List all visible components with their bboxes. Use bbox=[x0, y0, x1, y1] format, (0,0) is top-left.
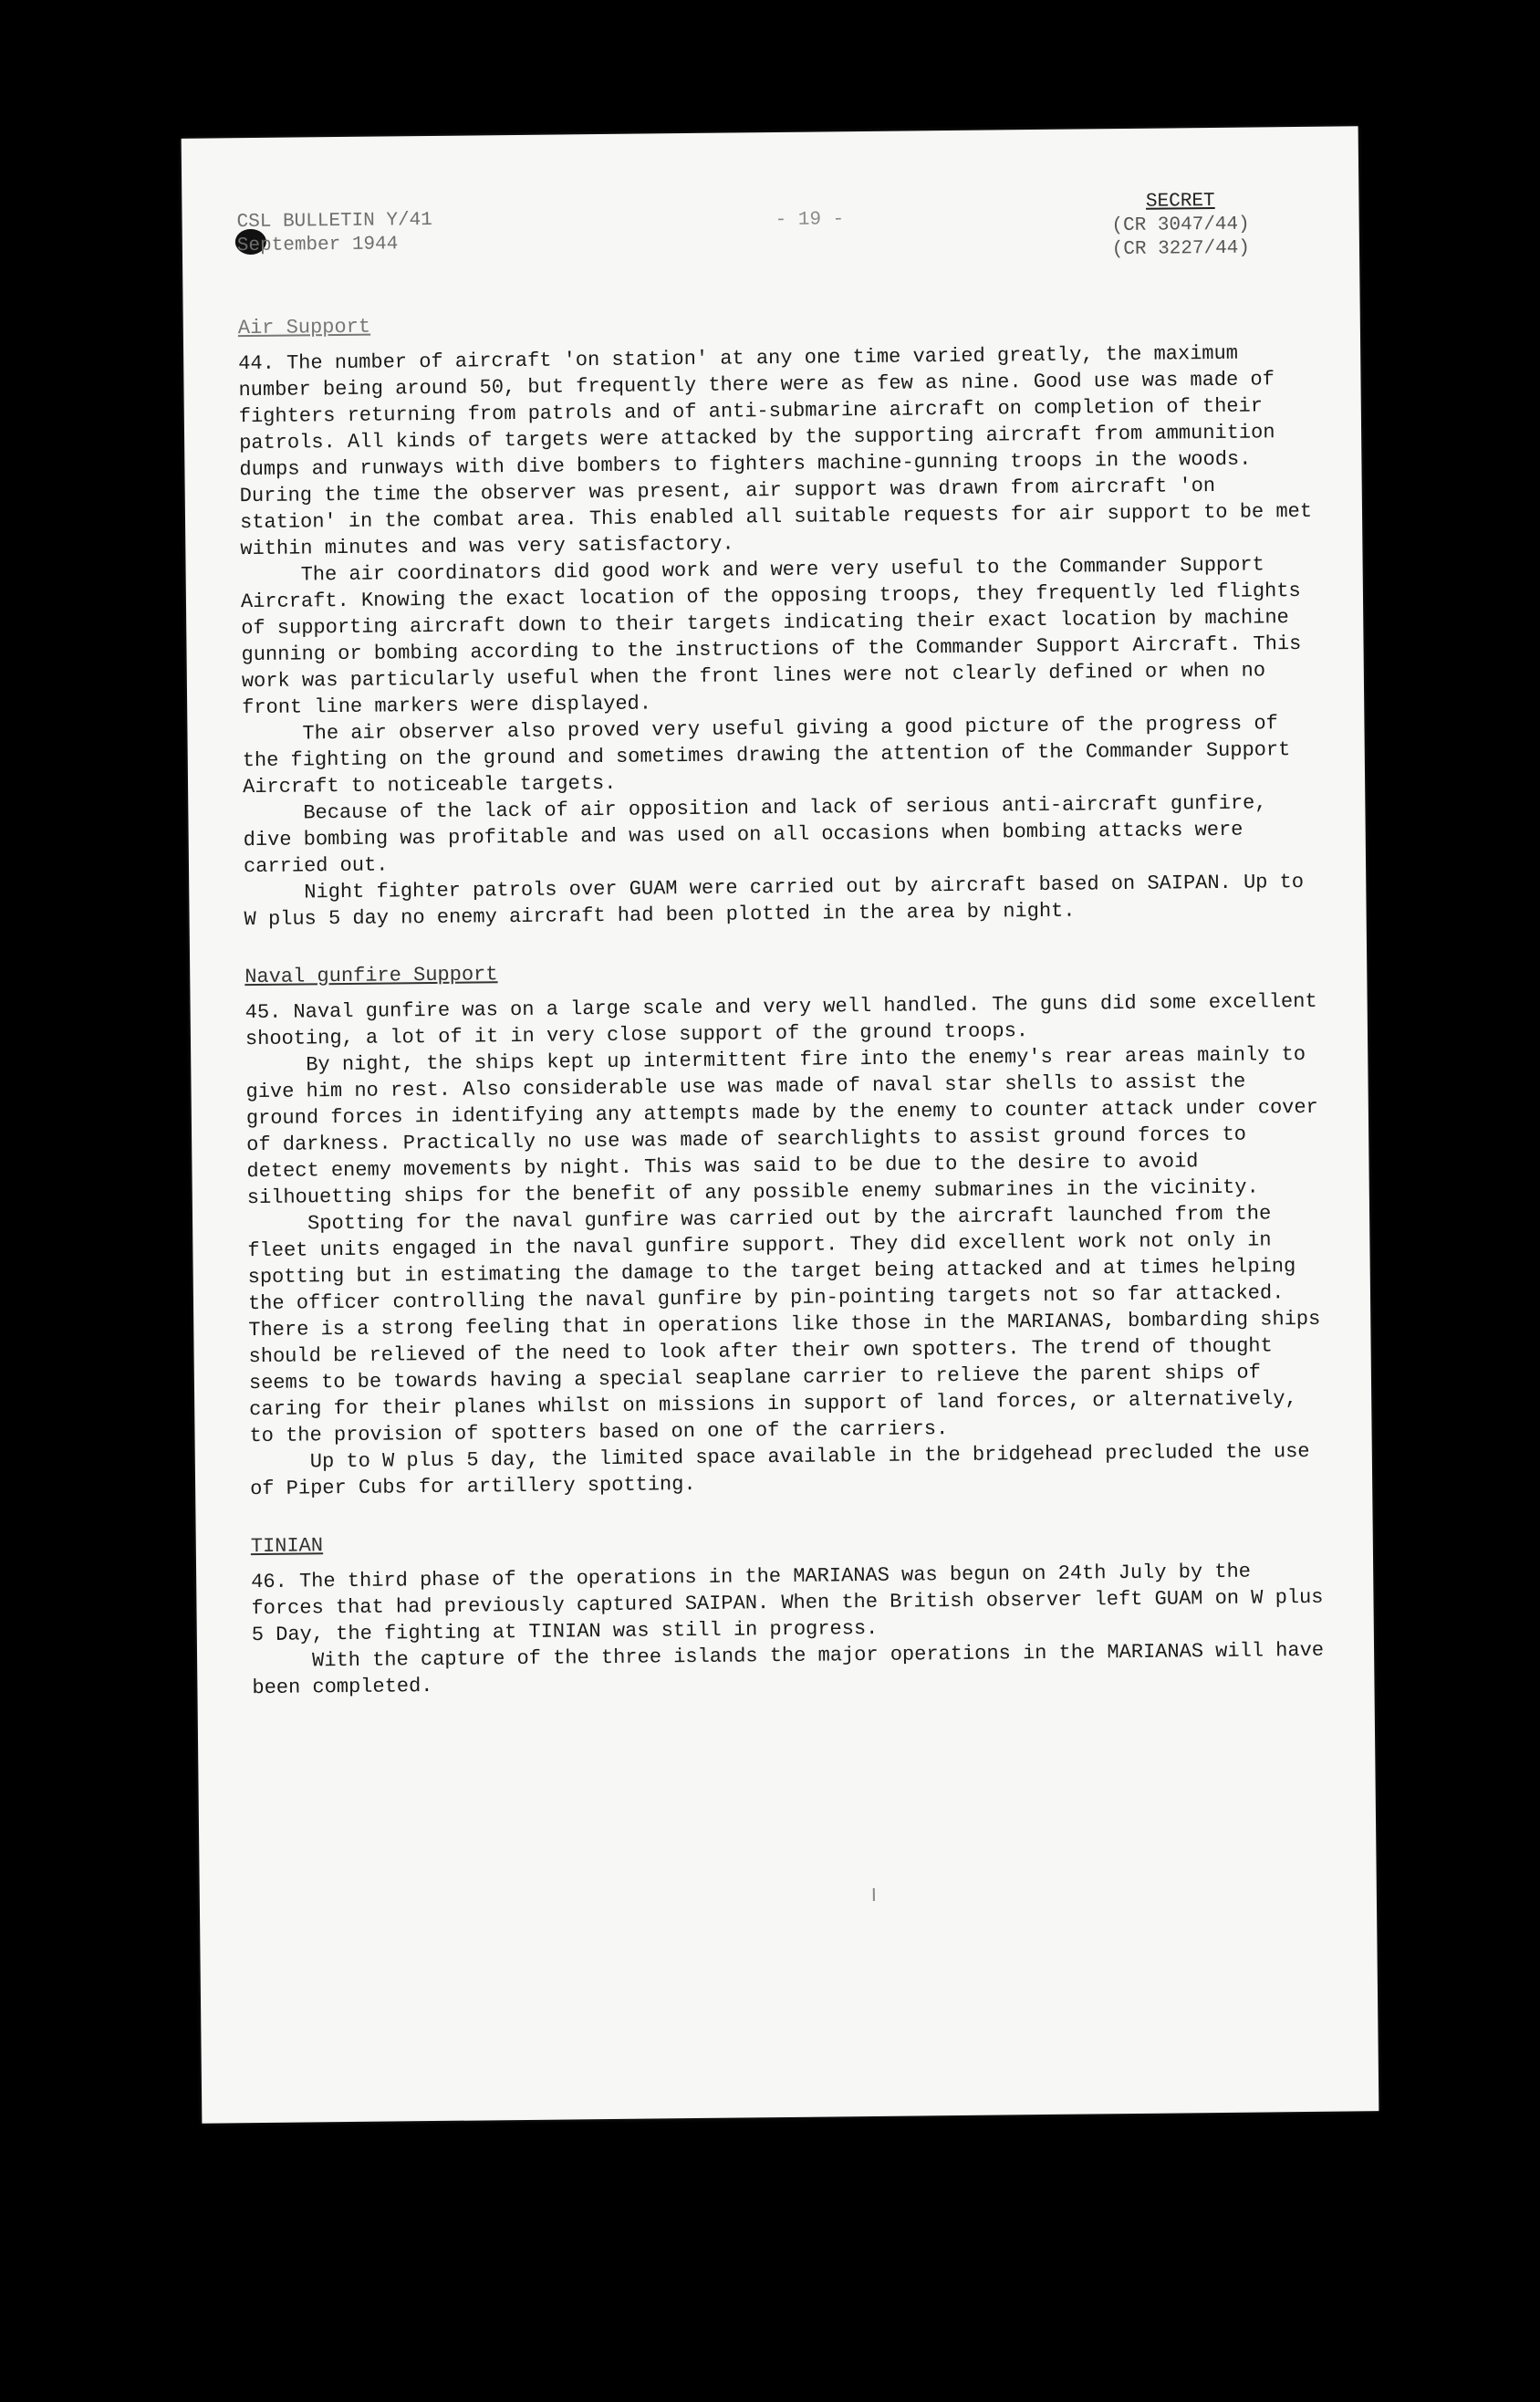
tinian-heading: TINIAN bbox=[250, 1534, 324, 1559]
bulletin-date: September 1944 bbox=[236, 234, 399, 257]
paragraph-45: 45. Naval gunfire was on a large scale and very well handled. The guns did some excellent shooting, a lot of it in very close support of the ground troops. bbox=[245, 989, 1317, 1051]
paragraph-46: 46. The third phase of the operations in the MARIANAS was begun on 24th July by the forces that had previously captured SAIPAN. When the British observer left GUAM on W plus 5 Day, the fighting at TINIAN was still in progress. bbox=[251, 1560, 1324, 1647]
paragraph-conclusion: With the capture of the three islands the major operations in the MARIANAS will have been completed. bbox=[252, 1638, 1325, 1700]
pencil-mark bbox=[873, 1888, 875, 1901]
document-body bbox=[236, 190, 1328, 1732]
paragraph-night-fire: By night, the ships kept up intermittent fire into the enemy's rear areas mainly to give him no rest. Also considerable use was made of naval star shells to assist the ground forces in identifying any attempts made by the enemy to counter attack under cover of darkness. Practically no use was made of searchlights to assist ground forces to detect enemy movements by night. This was said to be due to the desire to avoid silhouetting ships for the benefit of any possible enemy submarines in the vicinity. bbox=[245, 1042, 1318, 1210]
paragraph-44: 44. The number of aircraft 'on station' at any one time varied greatly, the maximum number being around 50, but frequently there were as few as nine. Good use was made of fighters returning from patrols and of anti-submarine aircraft on completion of their patrols. All kinds of targets were attacked by the supporting aircraft from ammunition dumps and runways with dive bombers to fighters machine-gunning troops in the woods. During the time the observer was present, air support was drawn from aircraft 'on station' in the combat area. This enabled all suitable requests for air support to be met within minutes and was very satisfactory. bbox=[238, 341, 1313, 561]
air-support-heading: Air Support bbox=[237, 315, 371, 340]
reference-number-2: (CR 3227/44) bbox=[1111, 237, 1251, 261]
bulletin-reference bbox=[236, 209, 432, 258]
tinian-section bbox=[251, 1522, 1329, 1701]
paragraph-air-coordinators: The air coordinators did good work and were very useful to the Commander Support Aircraft. Knowing the exact location of the opposing troops, they frequently led flights of supporting aircraft down to their targets indicating their exact location by machine gunning or bombing according to the instructions of the Commander Support Aircraft. This work was particularly useful when the front lines were not clearly defined or when no front line markers were displayed. bbox=[240, 553, 1302, 720]
document-page bbox=[182, 126, 1379, 2123]
paragraph-night-fighters: Night fighter patrols over GUAM were carried out by aircraft based on SAIPAN. Up to W plus 5 day no enemy aircraft had been plotted in the area by night. bbox=[244, 870, 1305, 932]
air-support-section bbox=[238, 304, 1321, 933]
naval-gunfire-heading: Naval gunfire Support bbox=[245, 963, 498, 989]
classification-label: SECRET bbox=[1145, 190, 1215, 213]
bulletin-number: CSL BULLETIN Y/41 bbox=[236, 209, 432, 234]
reference-number-1: (CR 3047/44) bbox=[1111, 214, 1250, 237]
paragraph-air-observer: The air observer also proved very useful giving a good picture of the progress of the fighting on the ground and sometimes drawing the attention of the Commander Support Aircraft to noticeable targets. bbox=[242, 712, 1291, 799]
paragraph-dive-bombing: Because of the lack of air opposition and lack of serious anti-aircraft gunfire, dive bombing was profitable and was used on all occasions when bombing attacks were carried out. bbox=[243, 791, 1267, 879]
document-header bbox=[236, 190, 1314, 302]
naval-gunfire-section bbox=[245, 953, 1327, 1502]
classification-block bbox=[1111, 190, 1250, 263]
page-number: - 19 - bbox=[775, 209, 845, 232]
paragraph-piper-cubs: Up to W plus 5 day, the limited space available in the bridgehead precluded the use of Piper Cubs for artillery spotting. bbox=[250, 1439, 1310, 1501]
paragraph-spotting: Spotting for the naval gunfire was carried out by the aircraft launched from the fleet units engaged in the naval gunfire support. They did excellent work not only in spotting but in estimating the damage to the target being attacked and at times helping the officer controlling the naval gunfire by pin-pointing targets not so far attacked. There is a strong feeling that in operations like those in the MARIANAS, bombarding ships should be relieved of the need to look after their own spotters. The trend of thought seems to be towards having a special seaplane carrier to relieve the parent ships of caring for their planes whilst on missions in support of land forces, or alternatively, to the provision of spotters based on one of the carriers. bbox=[247, 1202, 1321, 1448]
